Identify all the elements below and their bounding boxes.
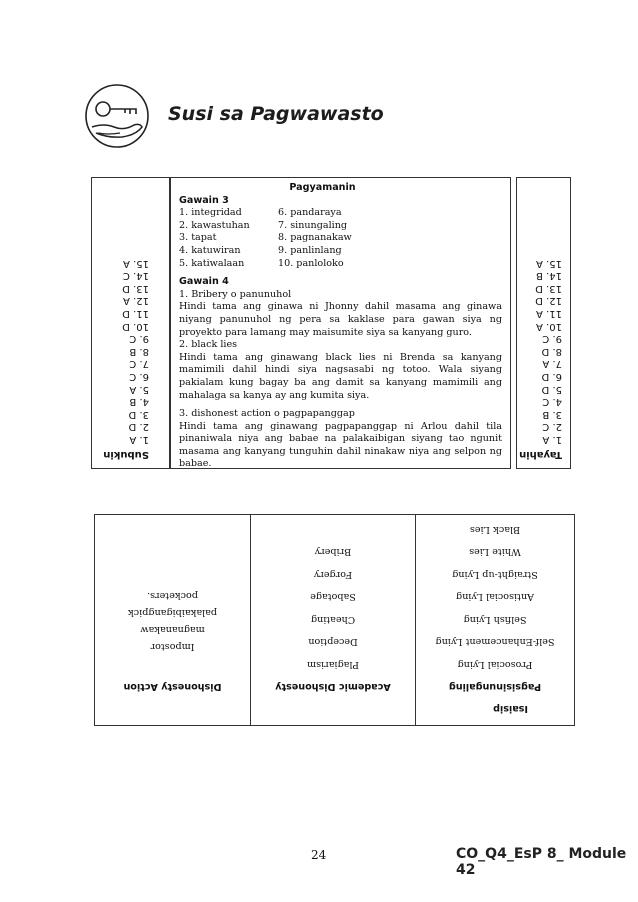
list-item: 1. integridad <box>179 207 242 219</box>
action-heading: Dishonesty Action <box>123 681 222 692</box>
list-item: Black Lies <box>469 524 521 535</box>
pagyamanin-box <box>170 177 511 469</box>
academic-heading: Academic Dishonesty <box>275 681 391 692</box>
gawain4-explanation-2: Hindi tama ang ginawang black lies ni Brenda sa kanyang mamimili dahil hindi siya nagsasabi ng totoo. Wala siyang pakialam kung bagay ba ang damit sa kanyang mamimili ang mahalaga sa kanya ay ang kumita siya. <box>179 351 502 401</box>
list-item: 7. sinungaling <box>278 219 348 231</box>
list-item: 5. D <box>541 383 562 395</box>
list-item: 12. D <box>535 295 562 307</box>
gawain4-title: Gawain 4 <box>179 276 229 288</box>
list-item: 5. katiwalaan <box>179 257 245 269</box>
list-item: 13. D <box>122 282 149 294</box>
list-item: 3. D <box>128 408 149 420</box>
list-item: White Lies <box>469 546 521 558</box>
page-title: Susi sa Pagwawasto <box>168 103 384 125</box>
list-item: 15. A <box>536 257 562 269</box>
page-number: 24 <box>311 848 327 862</box>
gawain3-answers <box>179 207 502 270</box>
list-item: 8. B <box>129 345 149 357</box>
isaisip-table <box>94 514 575 726</box>
list-item: Cheating <box>310 614 356 625</box>
list-item: 1. A <box>542 434 562 445</box>
list-item: 4. C <box>542 396 562 408</box>
list-item: 1. A <box>129 434 149 445</box>
list-item: 7. C <box>129 358 149 370</box>
list-item: 9. panlinlang <box>278 244 342 256</box>
gawain4-explanation-3: Hindi tama ang ginawang pagpapanggap ni Arlou dahil tila pinaniwala niya ang babae na palakaibigan siyang tao ngunit masama ang kanyang tunguhin dahil ninakaw niya ang selpon ng babae. <box>179 420 502 470</box>
list-item: 14. C <box>122 270 149 282</box>
list-item: Bribery <box>314 546 352 558</box>
isaisip-title: Isaisip <box>493 703 528 714</box>
list-item: Prosocial Lying <box>457 659 533 670</box>
key-hand-icon <box>78 83 156 149</box>
list-item: 4. katuwiran <box>179 244 241 256</box>
gawain3-title: Gawain 3 <box>179 194 229 206</box>
list-item: Sabotage <box>310 591 356 603</box>
isaisip-col-academic <box>250 515 415 725</box>
list-item: 14. B <box>536 270 562 282</box>
pagyamanin-heading: Pagyamanin <box>289 182 356 193</box>
list-item: 3. B <box>542 408 562 420</box>
list-item: 10. panloloko <box>278 257 344 269</box>
list-item: 11. A <box>536 308 562 320</box>
list-item: 12. A <box>123 295 149 307</box>
list-item: Deception <box>308 636 358 648</box>
list-item: pocketers. <box>147 590 198 601</box>
list-item: Straight-up Lying <box>452 569 538 580</box>
tayahin-answers <box>517 256 562 445</box>
list-item: 8. pagnanakaw <box>278 232 352 244</box>
gawain4-explanation-1: Hindi tama ang ginawa ni Jhonny dahil masama ang ginawa niyang panunuhol ng pera sa kaklase para gawan siya ng proyekto para lamang may maisumite siya sa kanyang guro. <box>179 301 502 338</box>
list-item: 13. D <box>535 282 562 294</box>
list-item: 2. D <box>128 421 149 433</box>
tayahin-box <box>516 177 571 469</box>
list-item: 9. C <box>542 333 562 345</box>
gawain4-item-2: 2. black lies <box>179 339 238 351</box>
subukin-heading: Subukin <box>103 449 149 460</box>
subukin-answers <box>92 256 149 445</box>
list-item: palakaibigangpick <box>127 607 218 618</box>
list-item: 6. pandaraya <box>278 207 342 219</box>
list-item: Impostor <box>150 641 195 652</box>
list-item: 10. D <box>122 320 149 332</box>
list-item: Antisocial Lying <box>455 591 535 603</box>
subukin-box <box>91 177 170 469</box>
list-item: 8. D <box>541 345 562 357</box>
list-item: Self-Enhancement Lying <box>435 636 555 648</box>
list-item: Selfish Lying <box>463 614 527 625</box>
gawain4-item-3: 3. dishonest action o pagpapanggap <box>179 408 355 420</box>
list-item: 6. C <box>129 371 149 383</box>
lying-heading: Pagsisinungaling <box>448 681 542 692</box>
list-item: 15. A <box>123 257 149 269</box>
list-item: 2. C <box>542 421 562 433</box>
list-item: 9. C <box>129 333 149 345</box>
list-item: 7. A <box>542 358 562 370</box>
tayahin-heading: Tayahin <box>519 449 562 460</box>
list-item: 11. D <box>122 308 149 320</box>
list-item: Plagiarism <box>307 659 359 670</box>
list-item: 5. A <box>129 383 149 395</box>
list-item: 2. kawastuhan <box>179 219 250 231</box>
list-item: 3. tapat <box>179 232 217 244</box>
list-item: 6. D <box>541 371 562 383</box>
isaisip-col-lying <box>415 515 574 725</box>
isaisip-col-action <box>95 515 250 725</box>
module-code: CO_Q4_EsP 8_ Module 42 <box>456 846 627 878</box>
list-item: 10. A <box>536 320 562 332</box>
list-item: 4. B <box>129 396 149 408</box>
list-item: magnanakaw <box>140 624 205 635</box>
gawain4-item-1: 1. Bribery o panunuhol <box>179 288 292 300</box>
list-item: Forgery <box>313 569 353 580</box>
